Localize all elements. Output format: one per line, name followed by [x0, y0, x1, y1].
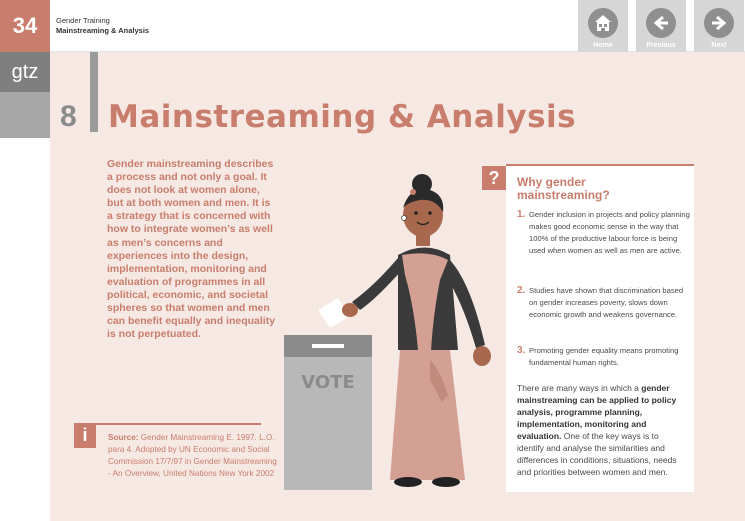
- source-label: Source:: [108, 433, 139, 442]
- home-button[interactable]: [578, 0, 628, 52]
- list-item: [517, 345, 692, 369]
- info-icon: i: [74, 423, 96, 448]
- page-title: Mainstreaming & Analysis: [108, 99, 577, 135]
- list-number: 2.: [517, 285, 526, 296]
- list-item: [517, 209, 692, 257]
- why-panel-divider: [506, 164, 694, 166]
- list-text: Gender inclusion in projects and policy planning makes good economic sense in the way that 100% of the productive labour force is being used when women as well as men are active.: [529, 210, 690, 255]
- home-icon: [588, 8, 618, 38]
- ballot-box-label: VOTE: [301, 372, 355, 393]
- voting-woman-illustration: [280, 170, 510, 495]
- gtz-logo: gtz: [0, 52, 50, 92]
- next-button[interactable]: [694, 0, 744, 52]
- previous-button[interactable]: [636, 0, 686, 52]
- list-number: 3.: [517, 345, 526, 356]
- question-icon: ?: [482, 166, 506, 190]
- list-number: 1.: [517, 209, 526, 220]
- paragraph-emphasis: gender mainstreaming can be applied to policy analysis, programme planning, implementation, monitoring and evaluation.: [517, 383, 677, 441]
- breadcrumb-section: Mainstreaming & Analysis: [56, 26, 150, 35]
- next-label: Next: [711, 42, 727, 49]
- source-text: Gender Mainstreaming E. 1997. L.O. para 4. Adopted by UN Economic and Social Commission 17/7/97 in Gender Mainstreaming - An Overview, United Nations New York 2002: [108, 433, 277, 478]
- list-item: [517, 285, 692, 321]
- list-text: Promoting gender equality means promoting fundamental human rights.: [529, 346, 679, 367]
- home-label: Home: [593, 42, 613, 49]
- previous-label: Previous: [646, 42, 676, 49]
- page-number: 34: [0, 0, 50, 52]
- chapter-number: 8: [60, 100, 77, 133]
- why-panel-paragraph: [517, 382, 687, 478]
- why-panel-title: Why gender mainstreaming?: [517, 175, 610, 202]
- source-note: [108, 432, 278, 480]
- paragraph-end: One of the key ways is to identify and analyse the similarities and differences in conditions, situations, needs and priorities between women and men.: [517, 431, 677, 477]
- sidebar-block: [0, 92, 50, 138]
- source-divider: [96, 423, 261, 425]
- list-text: Studies have shown that discrimination based on gender increases poverty, slows down economic growth and weakens governance.: [529, 286, 684, 319]
- paragraph-start: There are many ways in which a: [517, 383, 642, 393]
- ballot-box: [284, 335, 372, 490]
- arrow-left-icon: [646, 8, 676, 38]
- chapter-divider: [90, 52, 98, 132]
- breadcrumb-course: Gender Training: [56, 16, 110, 25]
- breadcrumb: [56, 16, 149, 36]
- arrow-right-icon: [704, 8, 734, 38]
- intro-text: Gender mainstreaming describes a process and not only a goal. It does not look at women alone, but at both women and men. It is a strategy that is concerned with how to integrate women’s as well as men’s concerns and experiences into the design, implementation, monitoring and evaluation of programmes in all political, economic, and societal spheres so that women and men can benefit equally and inequality is not perpetuated.: [107, 158, 276, 341]
- top-bar: [0, 0, 745, 52]
